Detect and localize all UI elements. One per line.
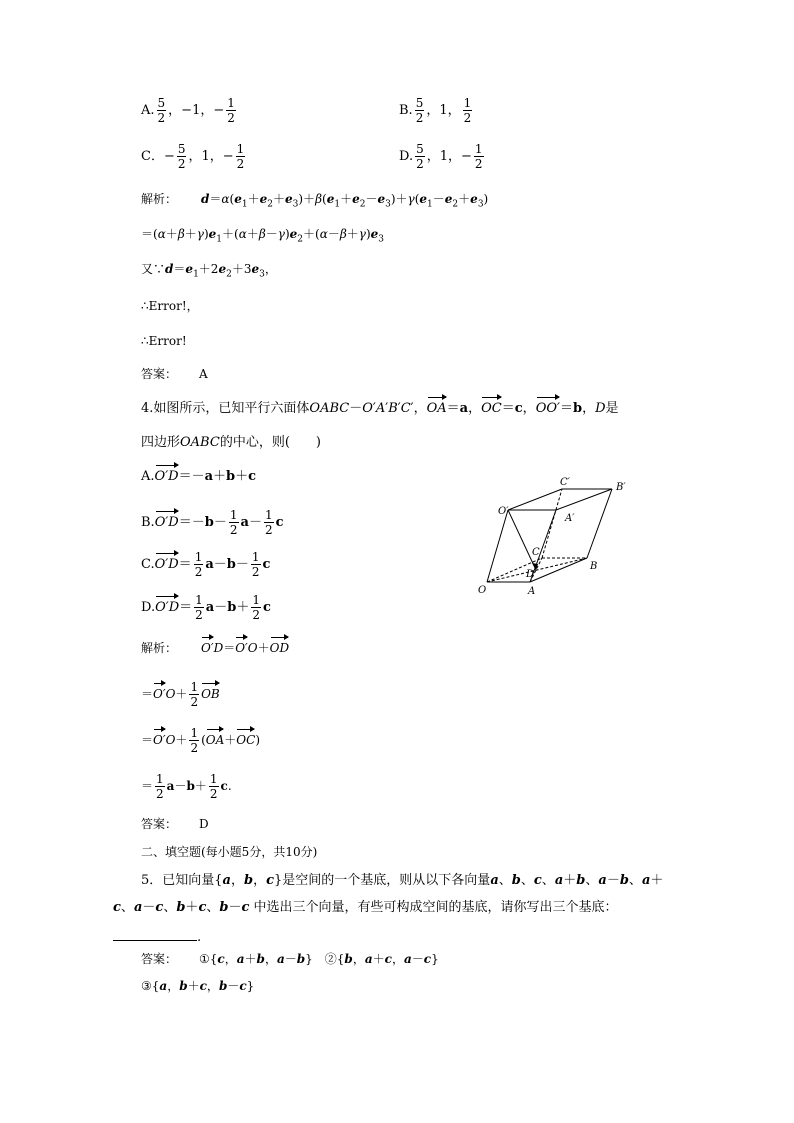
q4-answer [141, 818, 209, 830]
label-c: C [532, 547, 540, 558]
parallelepiped-figure [470, 470, 640, 605]
q3-solution-step1: 解析： $d=\alpha(e_1+e_2+e_3)+\beta(e_1+e_2-e_3)+\gamma(e_1-e_2+e_3)$ [141, 192, 489, 210]
q4-option-a: A.O′D＝－a＋b＋c [141, 469, 257, 484]
q5-stem-line2: c、a－c、b＋c、b－c 中选出三个向量，有些可构成空间的基底，请你写出三个基底： [113, 900, 618, 915]
q5-stem-line1: 5．已知向量{a，b，c}是空间的一个基底，则从以下各向量a、b、c、a＋b、a－b、a＋ [141, 873, 664, 888]
q3-solution-step2: $=(\alpha+\beta+\gamma)e_1+(\alpha+\beta-\gamma)e_2+(\alpha-\beta+\gamma)e_3$ [141, 227, 384, 245]
q4-solution-step1: 解析： O′D＝O′O＋OD [141, 641, 290, 655]
edge-b-bprime [587, 489, 612, 558]
q3-option-b: B. $\frac{5}{2}$ ，1， $\frac{1}{2}$ [399, 96, 472, 125]
segment-oprime-d [508, 510, 536, 570]
answer-blank-line [113, 926, 197, 941]
q3-option-c: C．− $\frac{5}{2}$ ，1，− $\frac{1}{2}$ [141, 142, 245, 171]
edge-aprime-bprime [556, 489, 612, 510]
edge-o-oprime [487, 510, 508, 582]
q5-answer-row1: 答案： ①{c，a＋b，a－b} ②{b，a＋c，a－c} [141, 952, 439, 966]
q3-error-1: ∴Error!， [141, 299, 199, 313]
q4-option-b: B.O′D＝－b－ $\frac{1}{2}$ a－ $\frac{1}{2}$ c [141, 508, 284, 537]
q4-solution-step4: ＝ $\frac{1}{2}$ a－b＋ $\frac{1}{2}$ c. [141, 772, 232, 801]
label-a: A [528, 586, 536, 597]
q3-option-d: D. $\frac{5}{2}$ ，1，− $\frac{1}{2}$ [399, 142, 483, 171]
q3-jiexi-label: 解析： [141, 192, 178, 206]
q5-answer-label: 答案： [141, 952, 178, 966]
q4-solution-step2: ＝O′O＋ $\frac{1}{2}$ OB [141, 680, 220, 709]
q4-answer-label: 答案： [141, 817, 178, 831]
q4-option-c: C.O′D＝ $\frac{1}{2}$ a－b－ $\frac{1}{2}$ c [141, 550, 271, 579]
q4-jiexi-label: 解析： [141, 641, 178, 655]
label-d: D [526, 569, 535, 580]
q4-option-d: D.O′D＝ $\frac{1}{2}$ a－b＋ $\frac{1}{2}$ c [141, 593, 271, 622]
q5-answer-row2: ③{a，b＋c，b－c} [141, 979, 255, 993]
q5-blank: . [113, 926, 201, 944]
q4-stem-line1: 4.如图所示，已知平行六面体OABC－O′A′B′C′，OA＝a，OC＝c，OO′＝b，D是 [141, 401, 619, 416]
label-aprime: A′ [565, 513, 575, 524]
label-b: B [590, 561, 598, 572]
q3-solution-step3: 又$\because d=e_1+2e_2+3e_3$， [141, 262, 277, 280]
q3-answer [141, 368, 208, 380]
q4-solution-step3: ＝O′O＋ $\frac{1}{2}$ (OA＋OC) [141, 726, 261, 755]
edge-oprime-cprime [508, 489, 562, 510]
label-bprime: B′ [616, 482, 626, 493]
section2-heading: 二、填空题(每小题5分，共10分) [141, 845, 318, 859]
hidden-edge-c-cprime [542, 489, 562, 558]
label-o: O [478, 585, 487, 596]
q3-answer-label: 答案： [141, 367, 178, 381]
q4-answer-value: D [199, 817, 209, 831]
label-cprime: C′ [560, 477, 570, 488]
q3-option-a: A. $\frac{5}{2}$ ，−1，− $\frac{1}{2}$ [141, 96, 235, 125]
q3-error-2: ∴Error! [141, 334, 187, 348]
q4-stem-line2: 四边形OABC的中心，则( ) [141, 435, 321, 450]
q3-answer-value: A [199, 367, 208, 381]
label-oprime: O′ [498, 506, 509, 517]
